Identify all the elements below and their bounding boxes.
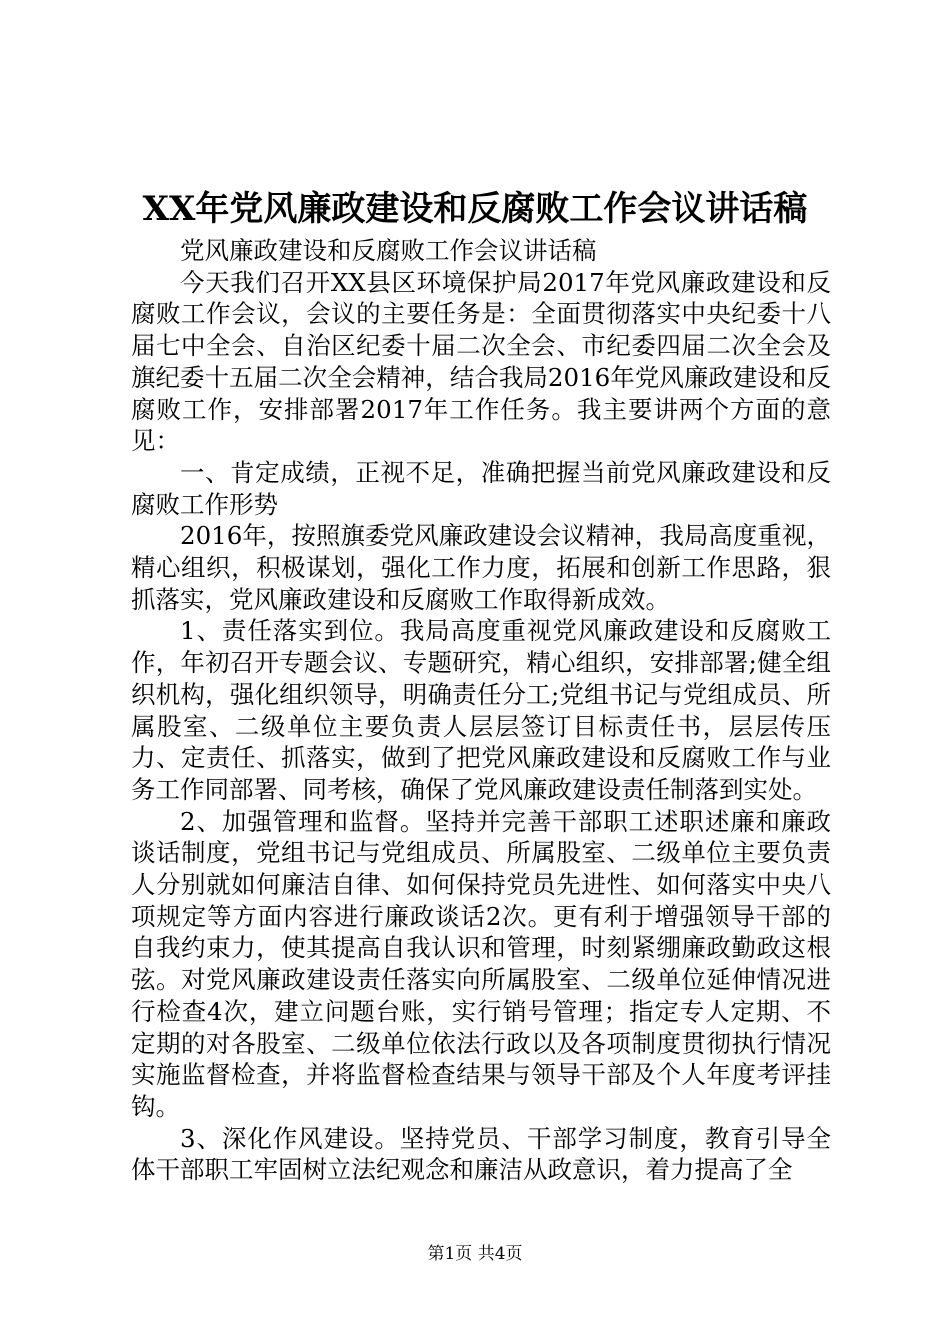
paragraph-intro: 今天我们召开XX县区环境保护局2017年党风廉政建设和反腐败工作会议，会议的主要任务是：全面贯彻落实中央纪委十八届七中全会、自治区纪委十届二次全会、市纪委四届二次全会及旗纪委十五届二次全会精神，结合我局2016年党风廉政建设和反腐败工作，安排部署2017年工作任务。我主要讲两个方面的意见： (131, 267, 831, 456)
paragraph-subtitle: 党风廉政建设和反腐败工作会议讲话稿 (180, 236, 597, 265)
document-title: XX年党风廉政建设和反腐败工作会议讲话稿 (142, 189, 808, 229)
paragraph-item-2: 2、加强管理和监督。坚持并完善干部职工述职述廉和廉政谈话制度，党组书记与党组成员、所属股室、二级单位主要负责人分别就如何廉洁自律、如何保持党员先进性、如何落实中央八项规定等方面内容进行廉政谈话2次。更有利于增强领导干部的自我约束力，使其提高自我认识和管理，时刻紧绷廉政勤政这根弦。对党风廉政建设责任落实向所属股室、二级单位延伸情况进行检查4次，建立问题台账，实行销号管理；指定专人定期、不定期的对各股室、二级单位依法行政以及各项制度贯彻执行情况实施监督检查，并将监督检查结果与领导干部及个人年度考评挂钩。 (131, 806, 831, 1121)
document-body (131, 235, 831, 1186)
paragraph-section-heading: 一、肯定成绩，正视不足，准确把握当前党风廉政建设和反腐败工作形势 (131, 457, 831, 519)
paragraph-achievements: 2016年，按照旗委党风廉政建设会议精神，我局高度重视，精心组织，积极谋划，强化工作力度，拓展和创新工作思路，狠抓落实，党风廉政建设和反腐败工作取得新成效。 (131, 521, 831, 614)
page-footer: 第1页 共4页 (427, 1244, 523, 1264)
paragraph-item-1: 1、责任落实到位。我局高度重视党风廉政建设和反腐败工作，年初召开专题会议、专题研究，精心组织，安排部署;健全组织机构，强化组织领导，明确责任分工;党组书记与党组成员、所属股室、二级单位主要负责人层层签订目标责任书，层层传压力、定责任、抓落实，做到了把党风廉政建设和反腐败工作与业务工作同部署、同考核，确保了党风廉政建设责任制落到实处。 (131, 616, 831, 804)
paragraph-item-3: 3、深化作风建设。坚持党员、干部学习制度，教育引导全体干部职工牢固树立法纪观念和廉洁从政意识，着力提高了全 (131, 1123, 831, 1185)
